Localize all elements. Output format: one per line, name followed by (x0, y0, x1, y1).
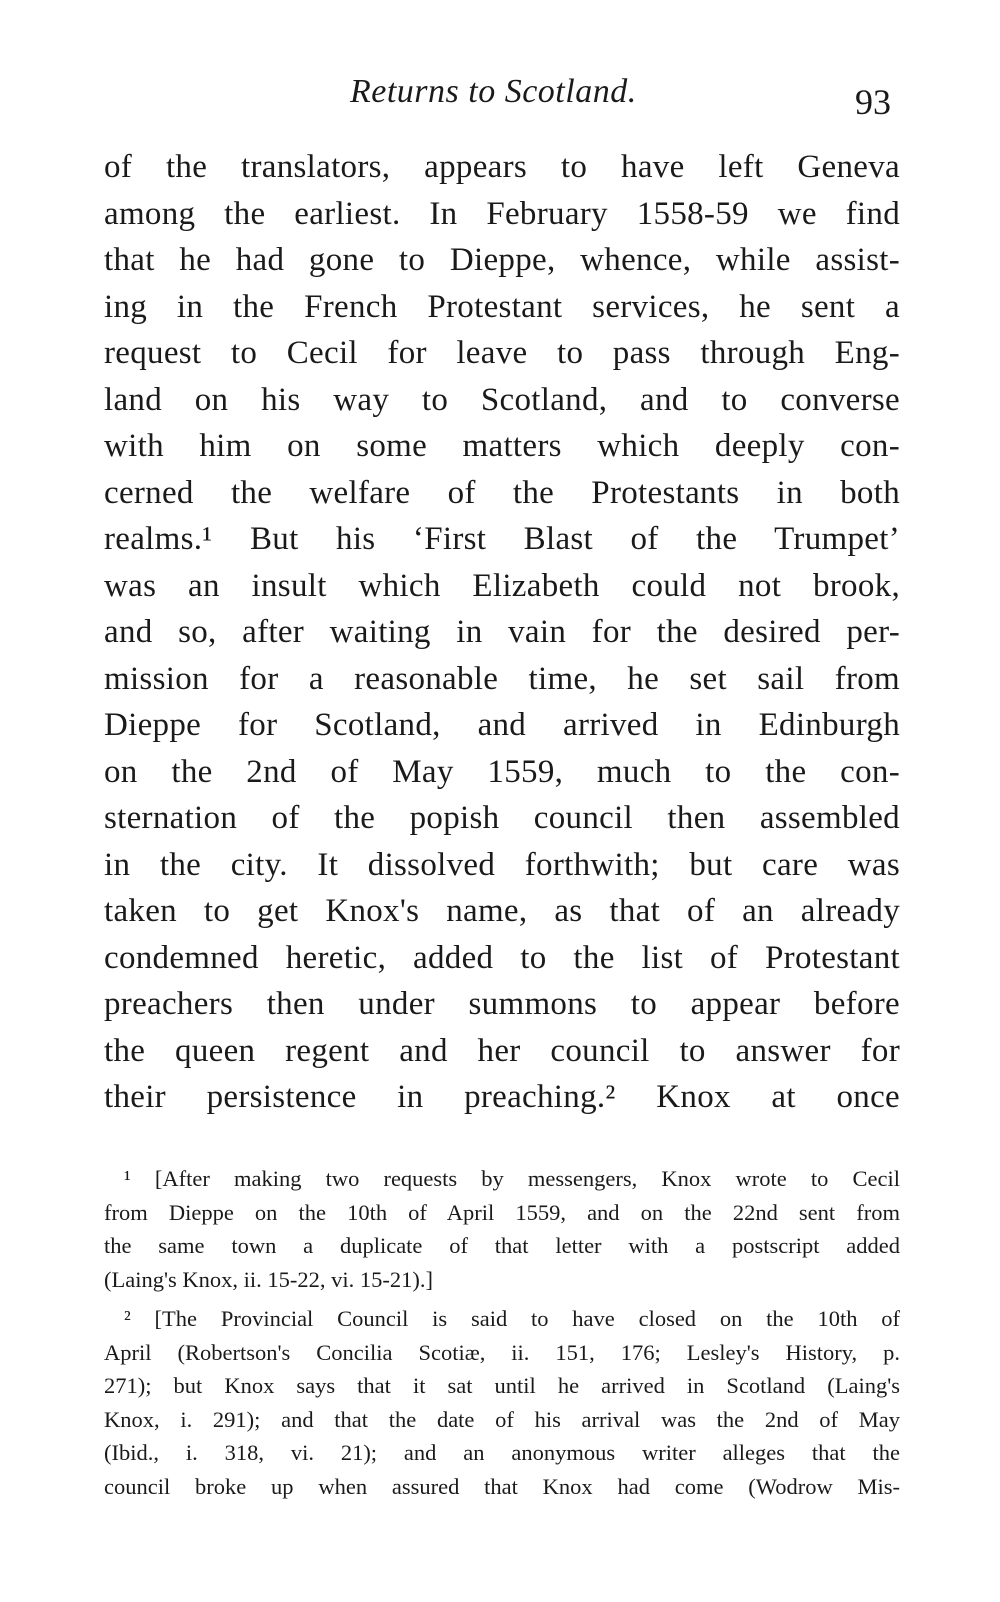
footnotes (104, 1162, 900, 1503)
body-text (104, 144, 900, 1121)
body-line: the queen regent and her council to answer for (104, 1032, 900, 1069)
body-line: sternation of the popish council then assembled (104, 800, 900, 836)
footnote-line: (Laing's Knox, ii. 15-22, vi. 15-21).] (104, 1266, 434, 1292)
running-title: Returns to Scotland. (350, 73, 637, 110)
footnote-1 (104, 1162, 900, 1296)
footnote-line: the same town a duplicate of that letter with a postscript added (104, 1233, 900, 1258)
running-head (0, 72, 1000, 132)
body-line: preachers then under summons to appear before (104, 986, 900, 1022)
body-line: of the translators, appears to have left Geneva (104, 149, 900, 185)
footnote-2 (104, 1302, 900, 1503)
body-line: taken to get Knox's name, as that of an already (104, 893, 900, 929)
body-line: ing in the French Protestant services, he sent a (104, 288, 900, 325)
body-line: in the city. It dissolved forthwith; but care was (104, 846, 900, 883)
footnote-line: from Dieppe on the 10th of April 1559, and on the 22nd sent from (104, 1199, 900, 1225)
body-line: Dieppe for Scotland, and arrived in Edinburgh (104, 707, 900, 743)
body-line: on the 2nd of May 1559, much to the con- (104, 753, 900, 790)
body-line: cerned the welfare of the Protestants in both (104, 474, 900, 511)
body-line: condemned heretic, added to the list of Protestant (104, 939, 900, 976)
body-line: their persistence in preaching.² Knox at once (104, 1079, 900, 1115)
body-line: and so, after waiting in vain for the desired per- (104, 614, 900, 650)
body-line: mission for a reasonable time, he set sail from (104, 660, 900, 697)
page-number: 93 (855, 82, 891, 122)
body-line: that he had gone to Dieppe, whence, while assist- (104, 242, 900, 278)
footnote-line: council broke up when assured that Knox had come (Wodrow Mis- (104, 1473, 900, 1499)
body-line: among the earliest. In February 1558-59 we find (104, 195, 900, 232)
footnote-line: ² [The Provincial Council is said to have closed on the 10th of (124, 1306, 900, 1331)
body-line: request to Cecil for leave to pass through Eng- (104, 335, 900, 371)
footnote-line: Knox, i. 291); and that the date of his arrival was the 2nd of May (104, 1406, 900, 1432)
body-line: land on his way to Scotland, and to converse (104, 381, 900, 418)
footnote-line: (Ibid., i. 318, vi. 21); and an anonymous writer alleges that the (104, 1440, 900, 1465)
body-line: with him on some matters which deeply con- (104, 428, 900, 464)
footnote-line: April (Robertson's Concilia Scotiæ, ii. 151, 176; Lesley's History, p. (104, 1339, 900, 1365)
body-line: was an insult which Elizabeth could not brook, (104, 567, 900, 604)
footnote-line: 271); but Knox says that it sat until he arrived in Scotland (Laing's (104, 1373, 900, 1398)
body-line: realms.¹ But his ‘First Blast of the Trumpet’ (104, 521, 900, 557)
footnote-line: ¹ [After making two requests by messengers, Knox wrote to Cecil (124, 1166, 900, 1191)
